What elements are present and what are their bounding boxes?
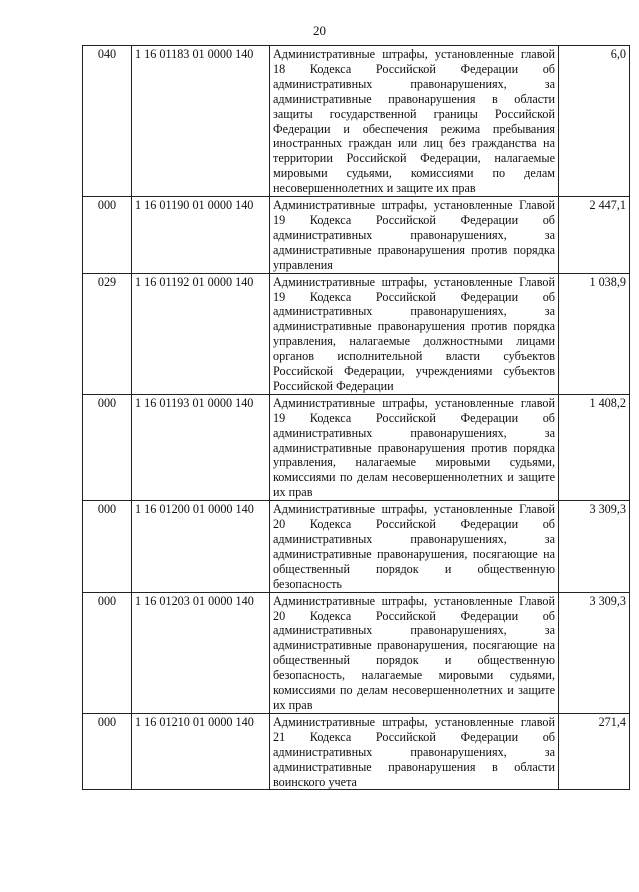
table-row <box>83 394 630 500</box>
description-cell: Административные штрафы, установленные Главой 20 Кодекса Российской Федерации об административных правонарушениях, за административные правонарушения, посягающие на общественный порядок и общественную безопасность <box>270 501 559 592</box>
amount-cell: 6,0 <box>559 46 630 197</box>
kbk-code-cell: 1 16 01190 01 0000 140 <box>132 197 270 274</box>
table-row <box>83 713 630 790</box>
kbk-code-cell: 1 16 01193 01 0000 140 <box>132 394 270 500</box>
admin-code-cell: 040 <box>83 46 132 197</box>
table-row <box>83 197 630 274</box>
admin-code-cell: 000 <box>83 592 132 713</box>
kbk-code-cell: 1 16 01210 01 0000 140 <box>132 713 270 790</box>
page-number: 20 <box>313 23 326 38</box>
description-cell: Административные штрафы, установленные Главой 20 Кодекса Российской Федерации об административных правонарушениях, за административные правонарушения, посягающие на общественный порядок и общественную безопасность, налагаемые мировыми судьями, комиссиями по делам несовершеннолетних и защите их прав <box>270 592 559 713</box>
admin-code-cell: 000 <box>83 394 132 500</box>
table-row <box>83 501 630 592</box>
amount-cell: 3 309,3 <box>559 501 630 592</box>
kbk-code-cell: 1 16 01192 01 0000 140 <box>132 273 270 394</box>
kbk-code-cell: 1 16 01200 01 0000 140 <box>132 501 270 592</box>
description-cell: Административные штрафы, установленные главой 19 Кодекса Российской Федерации об административных правонарушениях, за административные правонарушения против порядка управления, налагаемые мировыми судьями, комиссиями по делам несовершеннолетних и защите их прав <box>270 394 559 500</box>
description-cell: Административные штрафы, установленные главой 21 Кодекса Российской Федерации об административных правонарушениях, за административные правонарушения в области воинского учета <box>270 713 559 790</box>
table-row <box>83 592 630 713</box>
description-cell: Административные штрафы, установленные главой 18 Кодекса Российской Федерации об административных правонарушениях, за административные правонарушения в области защиты государственной границы Российской Федерации и обеспечения режима пребывания иностранных граждан или лиц без гражданства на территории Российской Федерации, налагаемые мировыми судьями, комиссиями по делам несовершеннолетних и защите их прав <box>270 46 559 197</box>
amount-cell: 1 408,2 <box>559 394 630 500</box>
admin-code-cell: 000 <box>83 197 132 274</box>
description-cell: Административные штрафы, установленные Главой 19 Кодекса Российской Федерации об административных правонарушениях, за административные правонарушения против порядка управления <box>270 197 559 274</box>
amount-cell: 3 309,3 <box>559 592 630 713</box>
kbk-code-cell: 1 16 01183 01 0000 140 <box>132 46 270 197</box>
admin-code-cell: 000 <box>83 713 132 790</box>
amount-cell: 1 038,9 <box>559 273 630 394</box>
amount-cell: 271,4 <box>559 713 630 790</box>
description-cell: Административные штрафы, установленные Главой 19 Кодекса Российской Федерации об административных правонарушениях, за административные правонарушения против порядка управления, налагаемые должностными лицами органов исполнительной власти субъектов Российской Федерации, учреждениями субъектов Российской Федерации <box>270 273 559 394</box>
amount-cell: 2 447,1 <box>559 197 630 274</box>
budget-revenue-table <box>82 45 630 790</box>
table-row <box>83 46 630 197</box>
table-row <box>83 273 630 394</box>
admin-code-cell: 000 <box>83 501 132 592</box>
kbk-code-cell: 1 16 01203 01 0000 140 <box>132 592 270 713</box>
admin-code-cell: 029 <box>83 273 132 394</box>
